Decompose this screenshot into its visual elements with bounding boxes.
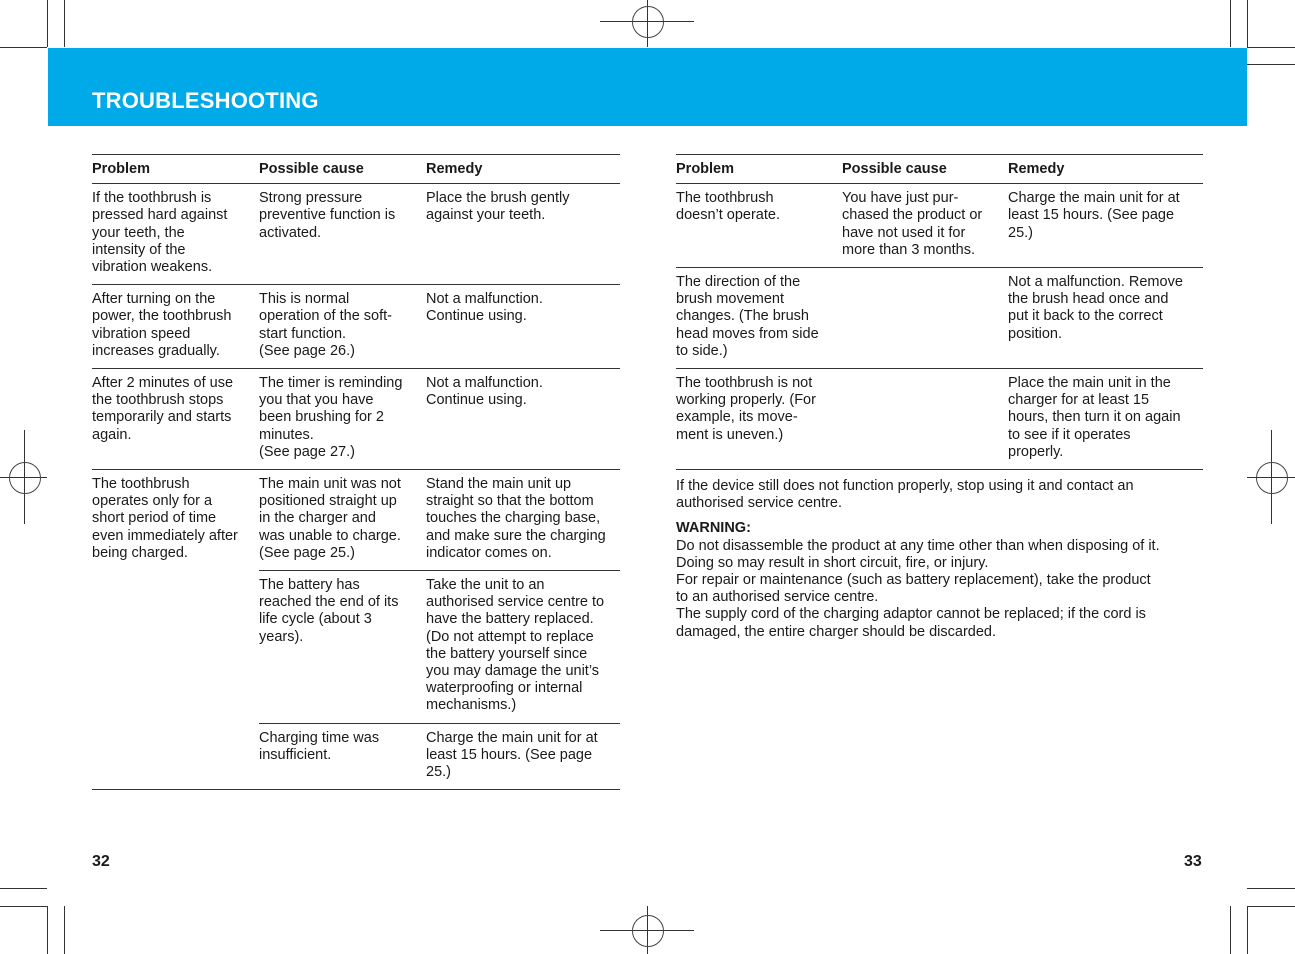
header-remedy: Remedy — [426, 155, 620, 184]
warning-text: Do not disassemble the product at any time other than when disposing of it. Doing so may result in short circuit, fire, or injury. For repair or maintenance (such as battery replacement), take the product to an authorised service centre. The supply cord of the charging adaptor cannot be replaced; if the cord is damaged, the entire charger should be discarded. — [676, 537, 1160, 640]
table-header-row — [92, 155, 620, 184]
table-row — [92, 285, 620, 369]
cause-cell: The battery has reached the end of its life cycle (about 3 years). — [259, 571, 426, 724]
remedy-cell: Not a malfunction. Continue using. — [426, 369, 620, 470]
remedy-cell: Take the unit to an authorised service centre to have the battery replaced. (Do not attempt to replace the battery yourself since you may damage the unit’s waterproofing or internal mechanisms.) — [426, 571, 620, 724]
cause-cell — [842, 369, 1008, 470]
header-possible-cause: Possible cause — [842, 155, 1008, 184]
problem-cell: If the toothbrush is pressed hard against your teeth, the intensity of the vibration weakens. — [92, 184, 259, 285]
table-row — [676, 184, 1203, 268]
problem-cell: The direction of the brush movement changes. (The brush head moves from side to side.) — [676, 268, 842, 369]
service-note: If the device still does not function properly, stop using it and contact an authorised service centre. — [676, 478, 1134, 512]
header-problem: Problem — [676, 155, 842, 184]
table-row — [92, 184, 620, 285]
warning-title: WARNING: — [676, 520, 751, 537]
problem-cell: After 2 minutes of use the toothbrush stops temporarily and starts again. — [92, 369, 259, 470]
table-header-row — [676, 155, 1203, 184]
cause-cell: This is normal operation of the soft- start function. (See page 26.) — [259, 285, 426, 369]
cause-cell: Strong pressure preventive function is activated. — [259, 184, 426, 285]
troubleshooting-table-right — [676, 154, 1203, 470]
page-title: TROUBLESHOOTING — [92, 88, 319, 113]
cause-cell: The timer is reminding you that you have been brushing for 2 minutes. (See page 27.) — [259, 369, 426, 470]
cause-cell: Charging time was insufficient. — [259, 723, 426, 790]
table-row — [676, 268, 1203, 369]
table-row — [676, 369, 1203, 470]
header-problem: Problem — [92, 155, 259, 184]
header-possible-cause: Possible cause — [259, 155, 426, 184]
remedy-cell: Place the brush gently against your teeth. — [426, 184, 620, 285]
table-row — [92, 369, 620, 470]
remedy-cell: Charge the main unit for at least 15 hours. (See page 25.) — [1008, 184, 1203, 268]
problem-cell: The toothbrush operates only for a short period of time even immediately after being charged. — [92, 470, 259, 790]
problem-cell: The toothbrush doesn’t operate. — [676, 184, 842, 268]
cause-cell: The main unit was not positioned straight up in the charger and was unable to charge. (See page 25.) — [259, 470, 426, 571]
page-number-right: 33 — [1184, 853, 1202, 870]
cause-cell: You have just pur- chased the product or have not used it for more than 3 months. — [842, 184, 1008, 268]
remedy-cell: Place the main unit in the charger for at least 15 hours, then turn it on again to see if it operates properly. — [1008, 369, 1203, 470]
troubleshooting-table-left — [92, 154, 620, 790]
notes-section — [676, 478, 1206, 641]
cause-cell — [842, 268, 1008, 369]
header-remedy: Remedy — [1008, 155, 1203, 184]
remedy-cell: Charge the main unit for at least 15 hours. (See page 25.) — [426, 723, 620, 790]
header-banner — [48, 48, 1247, 126]
page-number-left: 32 — [92, 853, 110, 870]
problem-cell: The toothbrush is not working properly. (For example, its move- ment is uneven.) — [676, 369, 842, 470]
remedy-cell: Not a malfunction. Remove the brush head once and put it back to the correct position. — [1008, 268, 1203, 369]
table-row — [92, 470, 620, 571]
remedy-cell: Stand the main unit up straight so that the bottom touches the charging base, and make sure the charging indicator comes on. — [426, 470, 620, 571]
problem-cell: After turning on the power, the toothbrush vibration speed increases gradually. — [92, 285, 259, 369]
remedy-cell: Not a malfunction. Continue using. — [426, 285, 620, 369]
